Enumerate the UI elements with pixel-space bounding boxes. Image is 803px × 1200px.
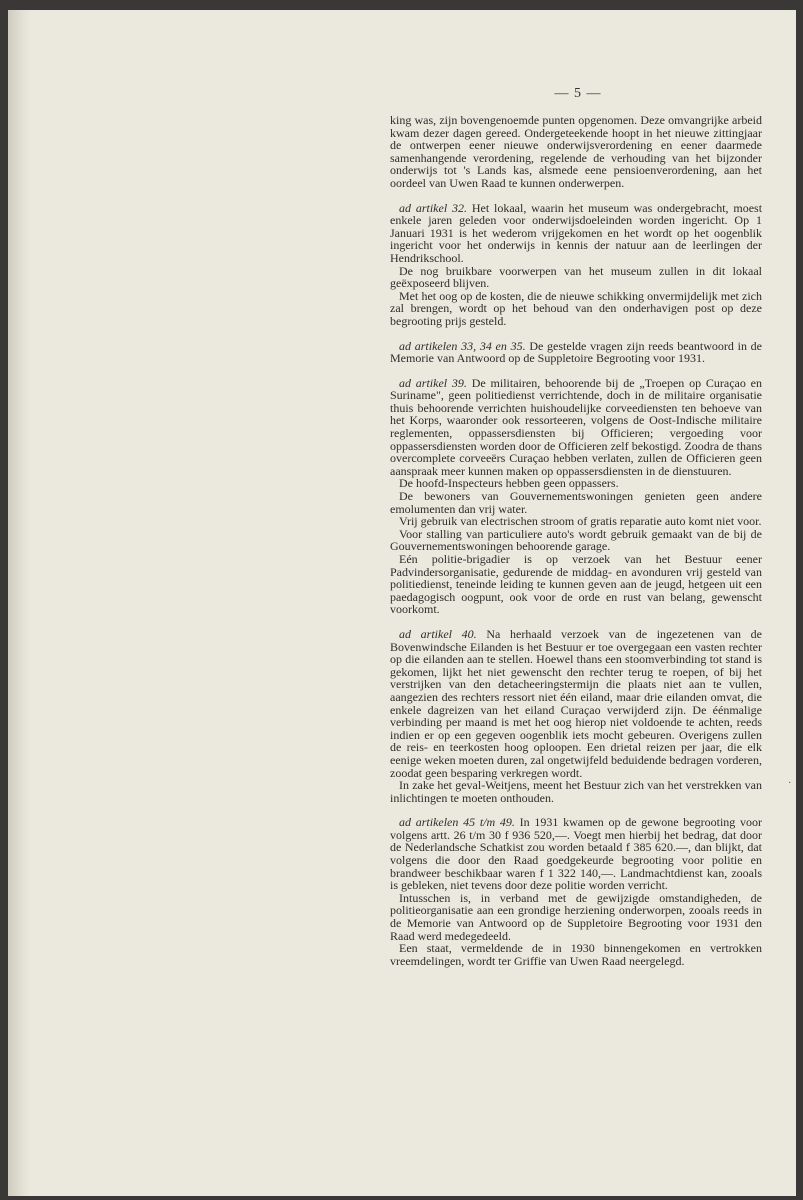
paragraph	[390, 490, 762, 515]
paragraph-text: In zake het geval-Weitjens, meent het Bestuur zich van het verstrekken van inlichtingen te moeten onthouden.	[390, 778, 762, 805]
paragraph-text: Eén politie-brigadier is op verzoek van het Bestuur eener Padvindersorganisatie, gedurende de middag- en avonduren vrij gesteld van politiedienst, teneinde leiding te kunnen geven aan de jeugd, hetgeen uit een paedagogisch oogpunt, ook voor de orde en rust van belang, gewenscht voorkomt.	[390, 552, 762, 617]
paragraph-text: De bewoners van Gouvernementswoningen genieten geen andere emolumenten dan vrij water.	[390, 489, 762, 516]
paragraph	[390, 202, 762, 265]
paragraph-text: Na herhaald verzoek van de ingezetenen van de Bovenwindsche Eilanden is het Bestuur er toe overgegaan een vasten rechter op die eilanden aan te stellen. Hoewel thans een stoomverbinding tot stand is gekomen, lijkt het niet gewenscht den rechter terug te roepen, of bij het verstrijken van den detacheeringstermijn die plaats niet aan te vullen, aangezien des rechters ressort niet één eiland, maar drie eilanden omvat, die enkele dagreizen van het eiland Curaçao verwijderd zijn. De éénmalige verbinding per maand is met het oog hierop niet voldoende te achten, reeds indien er op een gegeven oogenblik iets mocht gebeuren. Overigens zullen de reis- en teerkosten hoog oploopen. Een drietal reizen per jaar, die elk eenige weken moeten duren, zal ongetwijfeld beduidende bedragen vorderen, zoodat geen besparing verkregen wordt.	[390, 626, 763, 780]
paragraph	[390, 816, 762, 892]
paragraph	[390, 779, 762, 804]
page-binding-shadow	[8, 10, 30, 1196]
paragraph-text: Vrij gebruik van electrischen stroom of gratis reparatie auto komt niet voor.	[399, 514, 762, 529]
paragraph	[390, 290, 762, 328]
paragraph	[390, 892, 762, 942]
paragraph-text: In 1931 kwamen op de gewone begrooting voor volgens artt. 26 t/m 30 f 936 520,—. Voegt men hierbij het bedrag, dat door de Nederlandsche Schatkist zou worden betaald f 385 620.—, dan blijkt, dat volgens die door den Raad goedgekeurde begrooting voor politie en brandweer beschikbaar waren f 1 322 140,—. Landmachtdienst kan, zooals is gebleken, niet tevens door deze politie worden verricht.	[390, 815, 763, 893]
paragraph-text: king was, zijn bovengenoemde punten opgenomen. Deze omvangrijke arbeid kwam dezer dagen gereed. Ondergeteekende hoopt in het nieuwe zittingjaar de ontwerpen eener nieuwe onderwijsverordening en eener daarmede samenhangende verordening, regelende de verhouding van het bijzonder onderwijs tot 's Lands kas, alsmede eene pensioenverordening, aan het oordeel van Uwen Raad te kunnen onderwerpen.	[390, 113, 762, 190]
paragraph-text: De hoofd-Inspecteurs hebben geen oppassers.	[399, 476, 619, 491]
page-number: — 5 —	[554, 86, 602, 101]
paragraph	[390, 114, 762, 190]
paragraph-text: Voor stalling van particuliere auto's wordt gebruik gemaakt van de bij de Gouvernementswoningen behoorende garage.	[390, 526, 762, 554]
paragraph-text: De nog bruikbare voorwerpen van het museum zullen in dit lokaal geëxposeerd blijven.	[390, 263, 762, 291]
paragraph-text: Het lokaal, waarin het museum was ondergebracht, moest enkele jaren geleden voor onderwijsdoeleinden worden ingericht. Op 1 Januari 1931 is het wederom vrijgekomen en het wordt op het oogenblik ingericht voor het onderwijs in kennis der natuur aan de leerlingen der Hendrikschool.	[390, 200, 763, 265]
section-lead: ad artikel 39.	[399, 375, 467, 390]
section-lead: ad artikelen 33, 34 en 35.	[399, 338, 526, 353]
paragraph	[390, 340, 762, 365]
section-lead: ad artikel 40.	[399, 626, 477, 641]
document-body	[390, 114, 762, 967]
paragraph-text: De gestelde vragen zijn reeds beantwoord in de Memorie van Antwoord op de Suppletoire Begrooting voor 1931.	[390, 338, 763, 366]
paragraph	[390, 628, 762, 779]
paragraph	[390, 377, 762, 478]
section-lead: ad artikelen 45 t/m 49.	[399, 815, 515, 830]
paragraph	[390, 265, 762, 290]
paragraph	[390, 553, 762, 616]
paragraph	[390, 942, 762, 967]
section-lead: ad artikel 32.	[399, 200, 467, 215]
paragraph-text: Met het oog op de kosten, die de nieuwe schikking onvermijdelijk met zich zal brengen, wordt op het behoud van den onderhavigen post op deze begrooting prijs gesteld.	[390, 288, 762, 328]
paragraph-text: Een staat, vermeldende de in 1930 binnengekomen en vertrokken vreemdelingen, wordt ter Griffie van Uwen Raad neergelegd.	[390, 941, 762, 968]
margin-dot: ·	[788, 778, 792, 789]
paragraph-text: De militairen, behoorende bij de „Troepen op Curaçao en Suriname", geen politiedienst verrichtende, doch in de militaire organisatie thuis behoorende verrichten huishoudelijke corveediensten ten behoeve van het Korps, waaronder ook ressorteeren, volgens de Oost-Indische militaire reglementen, oppassersdiensten bij Officieren; vergoeding voor oppassersdiensten worden door de Officieren zelf bekostigd. Zoodra de thans overcomplete corveeërs Curaçao hebben verlaten, zullen de Officieren geen aanspraak meer kunnen maken op oppassersdiensten in de dienstuuren.	[390, 375, 762, 478]
paragraph	[390, 528, 762, 553]
paragraph-text: Intusschen is, in verband met de gewijzigde omstandigheden, de politieorganisatie aan een grondige herziening onderworpen, zooals reeds in de Memorie van Antwoord op de Suppletoire Begrooting voor 1931 den Raad werd medegedeeld.	[390, 890, 762, 943]
